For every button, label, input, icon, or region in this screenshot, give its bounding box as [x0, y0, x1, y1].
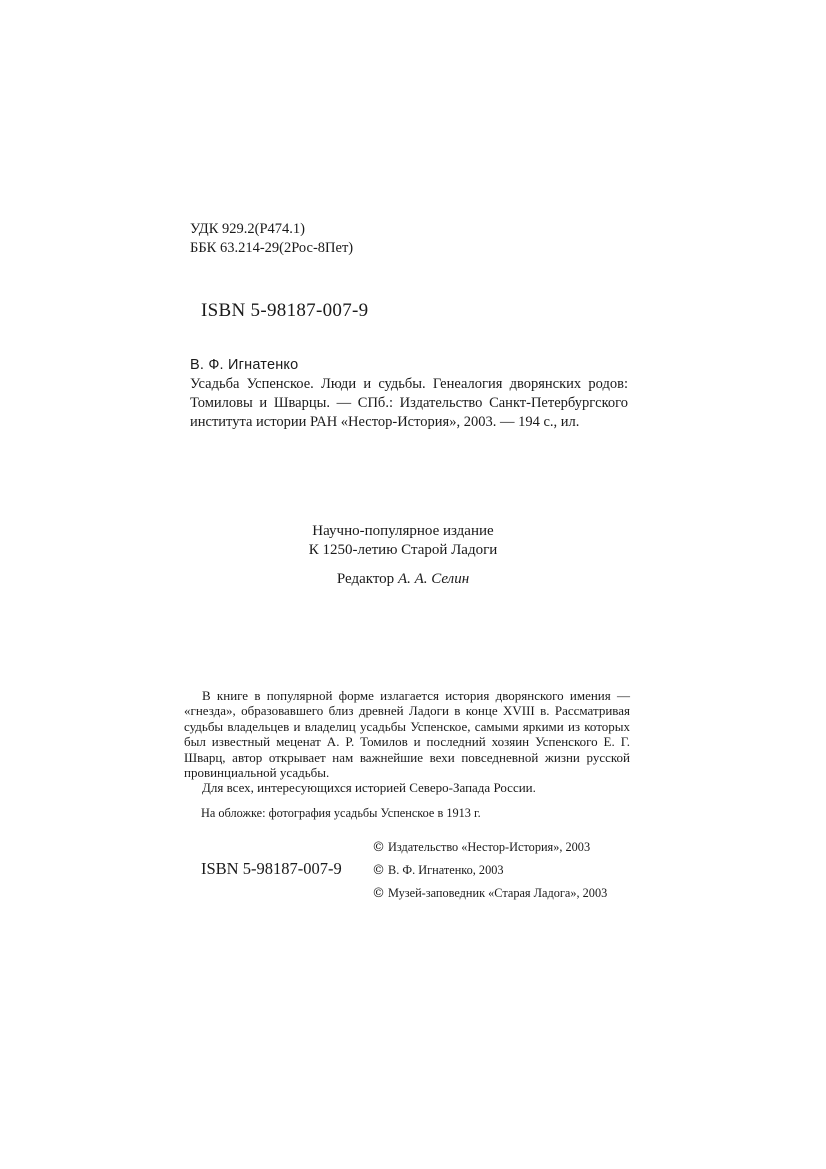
author-name: В. Ф. Игнатенко — [190, 357, 299, 373]
udk-code: УДК 929.2(Р474.1) — [190, 221, 305, 237]
annotation — [184, 688, 630, 796]
copyright-holder: В. Ф. Игнатенко, 2003 — [388, 863, 504, 877]
copyright-line — [372, 836, 607, 859]
classification-codes — [190, 220, 353, 258]
copyright-line — [372, 882, 607, 905]
edition-type: Научно-популярное издание — [312, 523, 494, 539]
copyright-icon: © — [372, 863, 385, 878]
cover-note: На обложке: фотография усадьбы Успенское в 1913 г. — [201, 806, 481, 820]
copyright-line — [372, 859, 607, 882]
copyright-list — [372, 836, 607, 905]
isbn-bottom: ISBN 5-98187-007-9 — [201, 859, 342, 878]
annotation-audience: Для всех, интересующихся историей Северо-Запада России. — [202, 780, 536, 796]
copyright-icon: © — [372, 886, 385, 901]
annotation-paragraph: В книге в популярной форме излагается история дворянского имения — «гнезда», образовавшего близ древней Ладоги в конце XVIII в. Рассматривая судьбы владельцев и владелиц усадьбы Успенское, самыми яркими из которых был известный меценат А. Р. Томилов и последний хозяин Успенского Е. Г. Шварц, автор открывает нам важнейшие вехи повседневной жизни русской провинциальной усадьбы. — [184, 688, 630, 781]
edition-info — [0, 522, 806, 560]
edition-dedication: К 1250-летию Старой Ладоги — [308, 542, 498, 558]
copyright-icon: © — [372, 840, 385, 855]
bibliographic-record — [190, 356, 628, 432]
bibliographic-description: Усадьба Успенское. Люди и судьбы. Генеалогия дворянских родов: Томиловы и Шварцы. — СПб.: Издательство Санкт-Петербургского института истории РАН «Нестор-История», 2003. — 194 с., ил. — [190, 376, 628, 430]
editor-name: А. А. Селин — [397, 571, 470, 587]
editor-line — [0, 571, 806, 588]
copyright-holder: Издательство «Нестор-История», 2003 — [388, 840, 591, 854]
editor-label: Редактор — [336, 571, 395, 587]
bbk-code: ББК 63.214-29(2Рос-8Пет) — [190, 240, 354, 256]
copyright-holder: Музей-заповедник «Старая Ладога», 2003 — [388, 886, 608, 900]
isbn-top: ISBN 5-98187-007-9 — [201, 300, 369, 321]
